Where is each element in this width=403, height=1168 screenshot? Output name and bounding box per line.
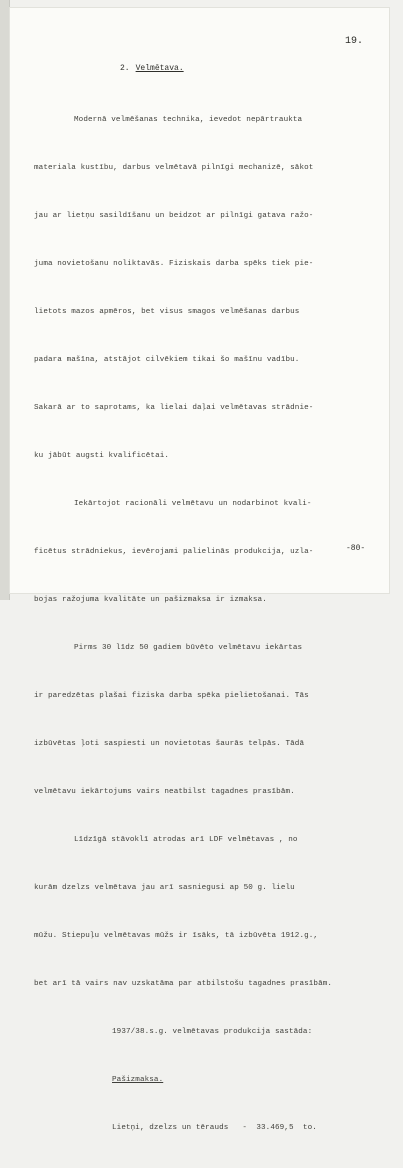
body-line: bet arī tā vairs nav uzskatāma par atbilstošu tagadnes prasībām. — [34, 980, 333, 988]
body-line: Pirms 30 līdz 50 gadiem būvēto velmētavu iekārtas — [74, 644, 303, 652]
subheading-line: Pašizmaksa. — [112, 1076, 164, 1084]
adjacent-page-edge — [0, 0, 10, 600]
body-line: jau ar lietņu sasildīšanu un beidzot ar pilnīgi gatava ražo- — [34, 212, 314, 220]
body-line: ir paredzētas plašai fiziska darba spēka pielietošanai. Tās — [34, 692, 309, 700]
page-number: 19. — [345, 36, 364, 47]
body-line: Līdzīgā stāvoklī atrodas arī LDF velmētavas , no — [74, 836, 298, 844]
body-line: Sakarā ar to saprotams, ka lielai daļai velmētavas strādnie- — [34, 404, 314, 412]
body-line: ficētus strādniekus, ievērojami palielinās produkcija, uzla- — [34, 548, 314, 556]
section-number: 2. — [120, 64, 130, 73]
body-line: ku jābūt augsti kvalificētai. — [34, 452, 170, 460]
document-sheet — [10, 8, 389, 1132]
body-line: juma novietošanu noliktavās. Fiziskais darba spēks tiek pie- — [34, 260, 314, 268]
body-line: materiala kustību, darbus velmētavā pilnīgi mechanizē, sākot — [34, 164, 314, 172]
body-line: 1937/38.s.g. velmētavas produkcija sastāda: — [112, 1028, 313, 1036]
section-heading — [120, 64, 184, 73]
body-line: mūžu. Stiepuļu velmētavas mūžs ir īsāks, tā izbūvēta 1912.g., — [34, 932, 319, 940]
body-line: velmētavu iekārtojums vairs neatbilst tagadnes prasībām. — [34, 788, 295, 796]
body-line: Iekārtojot racionāli velmētavu un nodarbinot kvali- — [74, 500, 312, 508]
body-line: Modernā velmēšanas technika, ievedot nepārtraukta — [74, 116, 303, 124]
section-title: Velmētava. — [135, 64, 184, 73]
footer-page-number: -80- — [346, 544, 366, 553]
body-line: izbūvētas ļoti saspiesti un novietotas šaurās telpās. Tādā — [34, 740, 305, 748]
body-line: kurām dzelzs velmētava jau arī sasniegusi ap 50 g. lielu — [34, 884, 295, 892]
body-line: padara mašīna, atstājot cilvēkiem tikai šo mašīnu vadību. — [34, 356, 300, 364]
body-text — [34, 80, 384, 1168]
body-line: bojas ražojuma kvalitāte un pašizmaksa ir izmaksa. — [34, 596, 267, 604]
body-line: lietots mazos apmēros, bet visus smagos velmēšanas darbus — [34, 308, 300, 316]
body-line: Lietņi, dzelzs un tērauds - 33.469,5 to. — [112, 1124, 317, 1132]
